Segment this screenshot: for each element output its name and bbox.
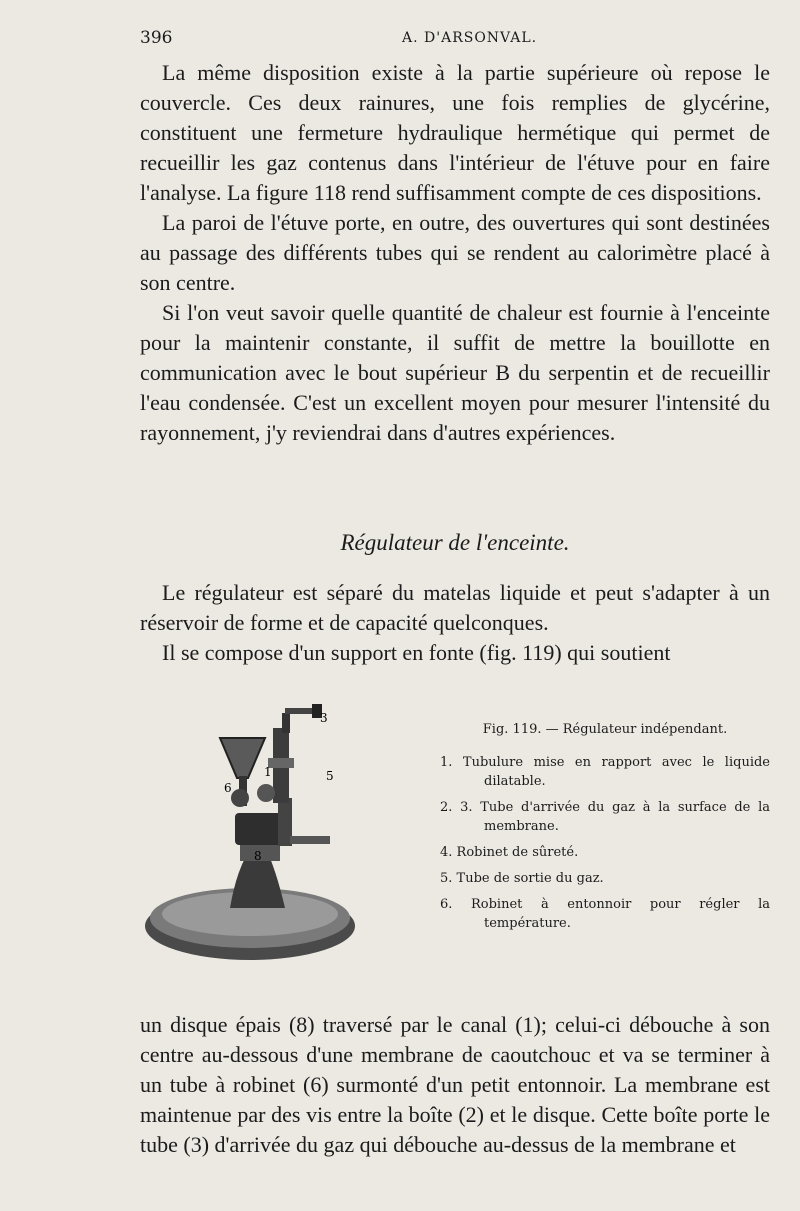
paragraph: Le régulateur est séparé du matelas liquide et peut s'adapter à un réservoir de forme et de capacité quelconques.: [140, 580, 770, 635]
paragraph: La paroi de l'étuve porte, en outre, des ouvertures qui sont destinées au passage des différents tubes qui se rendent au calorimètre placé à son centre.: [140, 210, 770, 295]
page-number: 396: [140, 28, 173, 48]
legend-item: 6. Robinet à entonnoir pour régler la température.: [440, 897, 770, 931]
funnel: [220, 738, 265, 778]
legend-item: 4. Robinet de sûreté.: [440, 845, 579, 860]
callout-1: 1: [264, 765, 272, 779]
callout-8: 8: [254, 849, 262, 863]
figure-caption: [440, 720, 770, 940]
text-block-top: [140, 58, 770, 448]
callout-6: 6: [224, 781, 232, 795]
legend-item: 1. Tubulure mise en rapport avec le liquide dilatable.: [440, 755, 770, 789]
paragraph: Si l'on veut savoir quelle quantité de chaleur est fournie à l'enceinte pour la maintenir constante, il suffit de mettre la bouillotte en communication avec le bout supérieur B du serpentin et de recueillir l'eau condensée. C'est un excellent moyen pour mesurer l'intensité du rayonnement, j'y reviendrai dans d'autres expériences.: [140, 300, 770, 445]
running-title: A. D'ARSONVAL.: [402, 30, 538, 46]
text-block-mid: [140, 578, 770, 668]
callout-5: 5: [326, 769, 334, 783]
callout-3: 3: [320, 711, 328, 725]
paragraph: La même disposition existe à la partie supérieure où repose le couvercle. Ces deux rainures, une fois remplies de glycérine, constituent une fermeture hydraulique hermétique qui permet de recueillir les gaz contenus dans l'intérieur de l'étuve pour en faire l'analyse. La figure 118 rend suffisamment compte de ces dispositions.: [140, 60, 770, 205]
legend-item: 5. Tube de sortie du gaz.: [440, 871, 604, 886]
section-heading: Régulateur de l'enceinte.: [340, 530, 570, 555]
pedestal: [230, 858, 285, 908]
regulator-engraving: [140, 688, 370, 968]
text-block-bottom: [140, 1010, 770, 1160]
page-header: [140, 28, 770, 54]
outlet-tube: [290, 836, 330, 844]
paragraph: un disque épais (8) traversé par le canal (1); celui-ci débouche à son centre au-dessous d'une membrane de caoutchouc et va se terminer à un tube à robinet (6) surmonté d'un petit entonnoir. La membrane est maintenue par des vis entre la boîte (2) et le disque. Cette boîte porte le tube (3) d'arrivée du gaz qui débouche au-dessus de la membrane et: [140, 1012, 770, 1157]
caption-title: Fig. 119. — Régulateur indépendant.: [482, 722, 728, 737]
legend-item: 2. 3. Tube d'arrivée du gaz à la surface de la membrane.: [440, 800, 770, 834]
paragraph: Il se compose d'un support en fonte (fig. 119) qui soutient: [162, 640, 671, 665]
